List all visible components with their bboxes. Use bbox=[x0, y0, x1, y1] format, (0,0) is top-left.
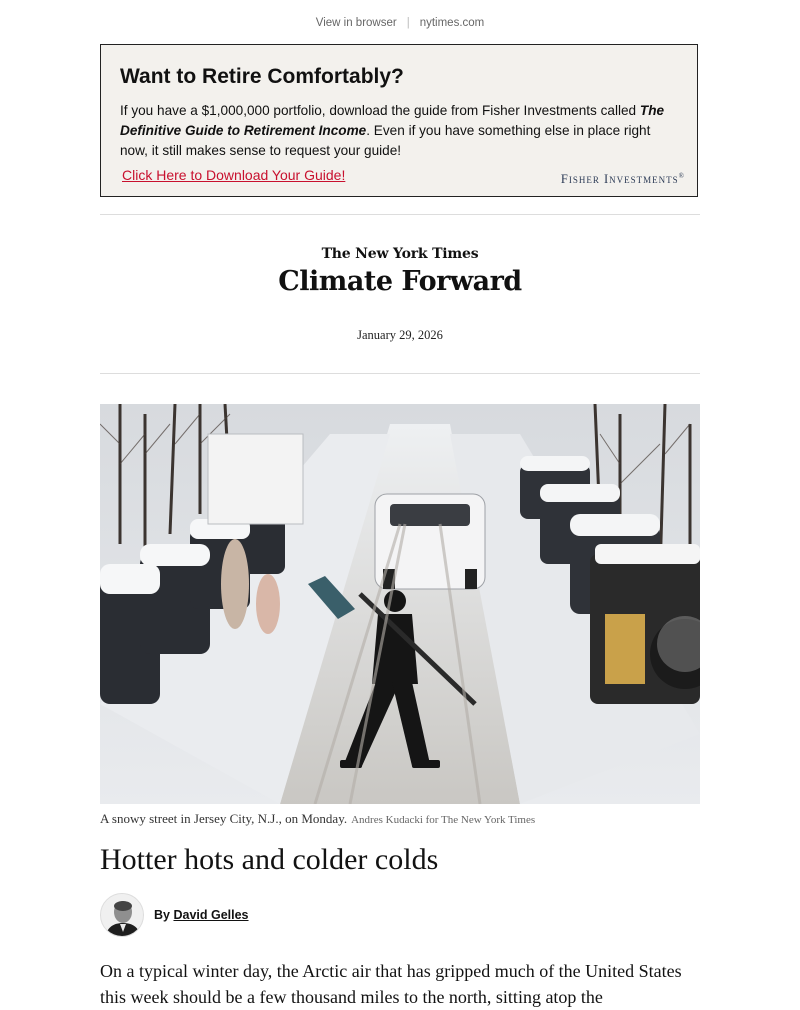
ad-body-text-1: If you have a $1,000,000 portfolio, download the guide from Fisher Investments called bbox=[120, 103, 640, 118]
photo-credit: Andres Kudacki for The New York Times bbox=[351, 814, 536, 826]
ad-title: Want to Retire Comfortably? bbox=[120, 65, 404, 88]
ad-download-link[interactable]: Click Here to Download Your Guide! bbox=[122, 167, 346, 183]
byline bbox=[154, 908, 249, 922]
ad-body-text-2: . Even if you have something else in place right now, it still makes sense to request your guide! bbox=[120, 123, 651, 158]
article-photo[interactable] bbox=[100, 404, 700, 804]
photo-caption-text: A snowy street in Jersey City, N.J., on Monday. bbox=[100, 811, 348, 826]
top-links bbox=[0, 17, 800, 29]
divider bbox=[100, 373, 700, 374]
article-headline[interactable]: Hotter hots and colder colds bbox=[100, 843, 439, 876]
divider bbox=[100, 214, 700, 215]
advertisement-banner[interactable] bbox=[100, 44, 698, 197]
newsletter-date: January 29, 2026 bbox=[357, 328, 443, 342]
view-in-browser-link[interactable]: View in browser bbox=[315, 17, 397, 29]
nytimes-link[interactable]: nytimes.com bbox=[419, 17, 485, 29]
publication-logo[interactable]: The New York Times bbox=[321, 246, 479, 262]
photo-caption bbox=[100, 811, 700, 827]
author-portrait-icon bbox=[101, 894, 144, 937]
top-links-separator: | bbox=[406, 17, 410, 29]
newsletter-title: Climate Forward bbox=[278, 266, 522, 297]
ad-body bbox=[120, 101, 680, 161]
ad-brand-registered-mark: ® bbox=[678, 172, 685, 180]
author-link[interactable]: David Gelles bbox=[173, 908, 249, 922]
byline-prefix: By bbox=[154, 908, 170, 922]
ad-brand-logo bbox=[561, 172, 685, 187]
article-intro: On a typical winter day, the Arctic air that has gripped much of the United States this week should be a few thousand miles to the north, sitting atop the bbox=[100, 961, 682, 1007]
snowy-street-image bbox=[100, 404, 700, 804]
ad-body-guide-title: The Definitive Guide to Retirement Income bbox=[120, 103, 665, 138]
author-avatar bbox=[100, 893, 144, 937]
ad-brand-name: Fisher Investments bbox=[560, 172, 679, 187]
